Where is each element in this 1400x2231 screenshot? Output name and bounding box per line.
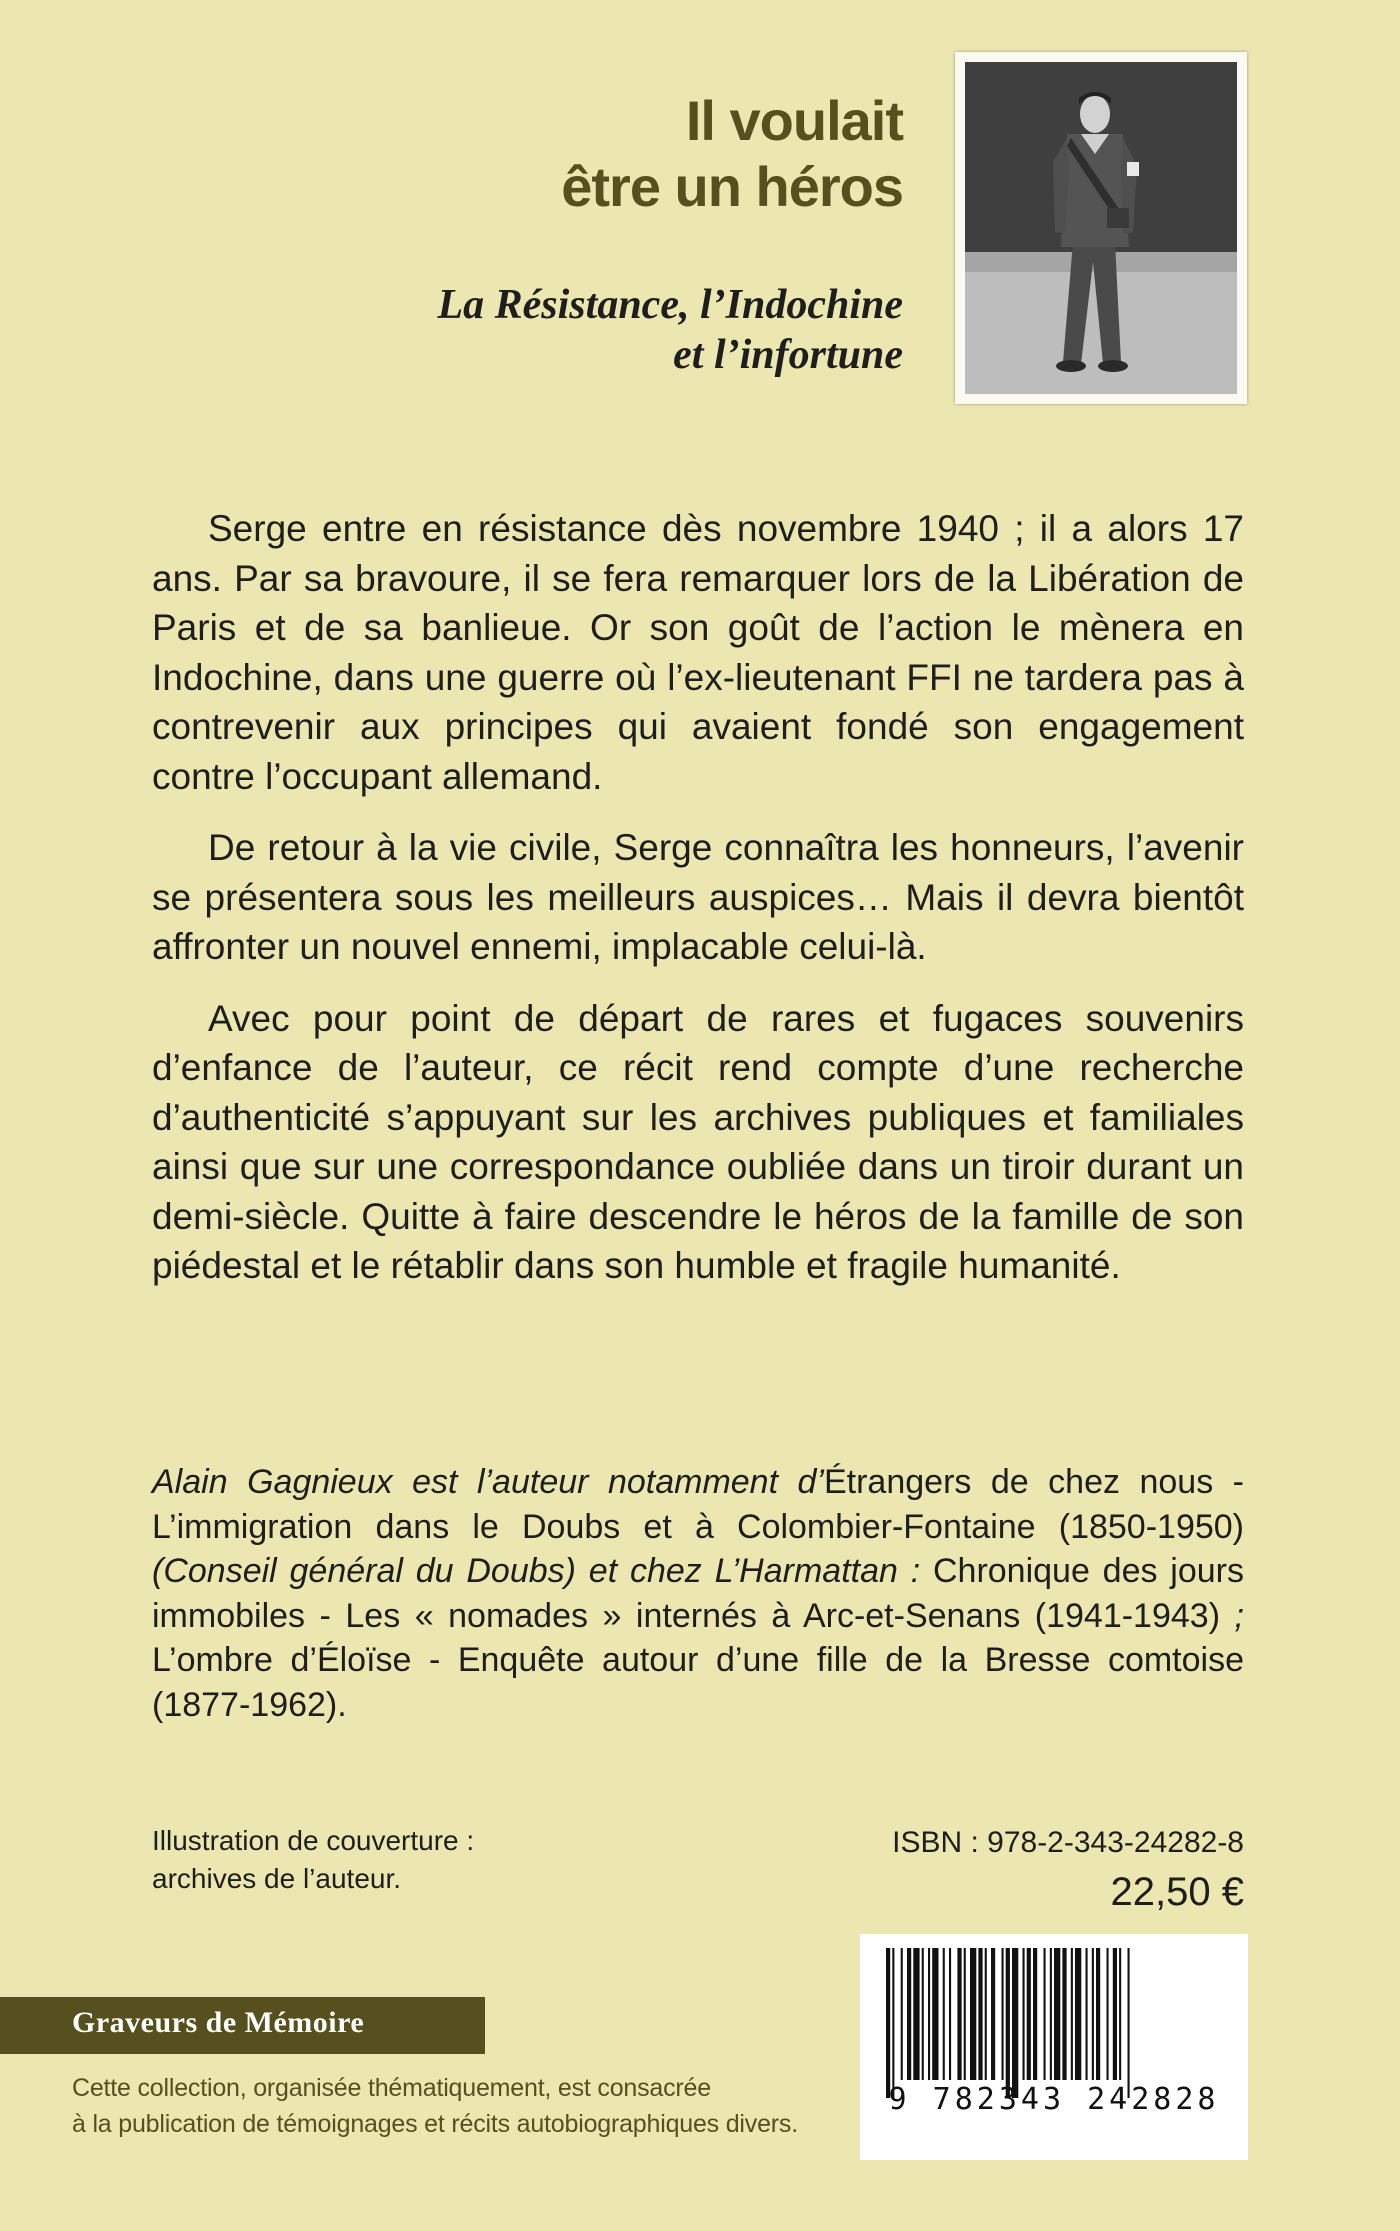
author-bio-separator: ;: [1220, 1596, 1244, 1635]
barcode-bar: [943, 1948, 945, 2080]
barcode-bar: [1071, 1948, 1073, 2080]
book-subtitle: [303, 280, 903, 380]
barcode-bar: [1044, 1948, 1046, 2080]
collection-description-line-2: à la publication de témoignages et récits autobiographiques divers.: [72, 2110, 798, 2138]
barcode-bar: [928, 1948, 930, 2080]
barcode-bar: [1092, 1948, 1094, 2080]
title-line-2: être un héros: [561, 155, 903, 218]
credit-line-2: archives de l’auteur.: [152, 1863, 402, 1894]
collection-banner: [0, 1997, 485, 2054]
barcode-bars: [860, 1934, 1248, 2160]
author-bio: [152, 1460, 1244, 1727]
isbn-label: ISBN : 978-2-343-24282-8: [892, 1826, 1244, 1859]
barcode-bar: [949, 1948, 951, 2080]
barcode-digits: 9 782343 242828: [888, 2082, 1220, 2117]
collection-description: [72, 2070, 832, 2142]
credit-line-1: Illustration de couverture :: [152, 1825, 475, 1856]
barcode-bar: [1075, 1948, 1081, 2080]
barcode-bar: [1006, 1948, 1010, 2098]
barcode-bar: [985, 1948, 987, 2080]
author-book-3: L’ombre d’Éloïse - Enquête autour d’une fille de la Bresse comtoise (1877-1962): [152, 1641, 1244, 1724]
barcode-bar: [886, 1948, 890, 2098]
author-name: Alain Gagnieux: [152, 1463, 393, 1501]
barcode-bar: [1086, 1948, 1088, 2080]
subtitle-line-2: et l’infortune: [673, 332, 903, 378]
barcode-bar: [1033, 1948, 1037, 2080]
barcode-bar: [1113, 1948, 1117, 2080]
author-book-2: Chronique des jours immobiles - Les « nomades » internés à Arc-et-Senans (1941-1943): [152, 1552, 1245, 1635]
back-cover-summary: [152, 504, 1244, 1313]
barcode-bar: [957, 1948, 961, 2080]
author-book-1: Étrangers de chez nous - L’immigration dans le Doubs et à Colombier-Fontaine (1850-1950): [152, 1463, 1244, 1546]
title-line-1: Il voulait: [685, 89, 903, 152]
barcode-bar: [1128, 1948, 1130, 2098]
barcode-bar: [1054, 1948, 1060, 2080]
soldier-photo-illustration: [965, 62, 1237, 394]
barcode-bar: [978, 1948, 982, 2080]
barcode-bar: [892, 1948, 894, 2098]
barcode-bar: [901, 1948, 903, 2080]
cover-photo-frame: [955, 52, 1247, 404]
illustration-credit: [152, 1822, 572, 1898]
barcode-bar: [1096, 1948, 1100, 2080]
barcode-bar: [1023, 1948, 1025, 2080]
author-bio-intro: est l’auteur notamment d’: [392, 1463, 824, 1501]
barcode-bar: [1027, 1948, 1031, 2080]
barcode: [860, 1934, 1248, 2160]
barcode-bar: [1062, 1948, 1066, 2080]
summary-paragraph: Avec pour point de départ de rares et fugaces souvenirs d’enfance de l’auteur, ce récit rend compte d’une recherche d’authenticité s’appuyant sur les archives publiques et familiales ainsi que sur une correspondance oubliée dans un tiroir durant un demi-siècle. Quitte à faire descendre le héros de la famille de son piédestal et le rétablir dans son humble et fragile humanité.: [152, 997, 1244, 1286]
barcode-bar: [913, 1948, 919, 2080]
barcode-bar: [932, 1948, 938, 2080]
summary-paragraph: Serge entre en résistance dès novembre 1940 ; il a alors 17 ans. Par sa bravoure, il se fera remarquer lors de la Libération de Paris et de sa banlieue. Or son goût de l’action le mènera en Indochine, dans une guerre où l’ex-lieutenant FFI ne tardera pas à contrevenir aux principes qui avaient fondé son engagement contre l’occupant allemand.: [152, 508, 1244, 797]
book-title: [303, 88, 903, 220]
barcode-bar: [1107, 1948, 1109, 2080]
author-publisher-1: (Conseil général du Doubs) et chez L’Harmattan :: [152, 1552, 933, 1590]
summary-paragraph: De retour à la vie civile, Serge connaîtra les honneurs, l’avenir se présentera sous les meilleurs auspices… Mais il devra bientôt affronter un nouvel ennemi, implacable celui-là.: [152, 827, 1244, 967]
collection-name: Graveurs de Mémoire: [72, 2006, 365, 2039]
author-bio-ending: .: [337, 1685, 347, 1724]
barcode-bar: [1119, 1948, 1121, 2080]
barcode-bar: [907, 1948, 911, 2080]
soldier-photo: [965, 62, 1237, 394]
barcode-bar: [964, 1948, 966, 2080]
barcode-bar: [1002, 1948, 1004, 2080]
barcode-bar: [922, 1948, 924, 2080]
barcode-bar: [1012, 1948, 1018, 2098]
subtitle-line-1: La Résistance, l’Indochine: [437, 282, 903, 328]
barcode-bar: [1050, 1948, 1052, 2080]
price-label: 22,50 €: [1110, 1870, 1244, 1914]
collection-description-line-1: Cette collection, organisée thématiquement, est consacrée: [72, 2074, 711, 2102]
barcode-bar: [991, 1948, 995, 2080]
barcode-bar: [970, 1948, 976, 2080]
